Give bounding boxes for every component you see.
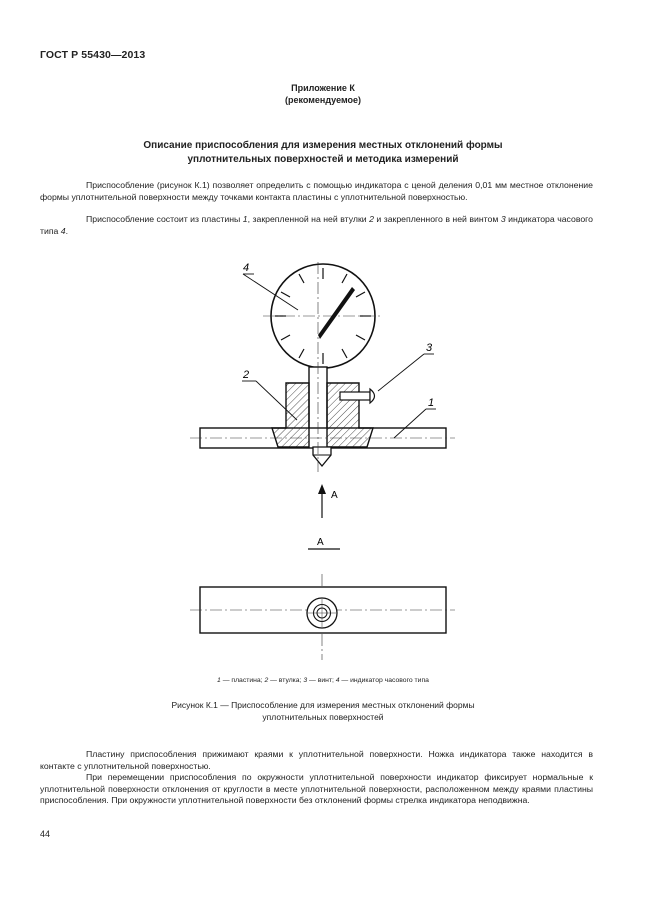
screw-shank <box>340 392 370 400</box>
callout-2: 2 <box>243 369 250 381</box>
legend-n3: 3 <box>303 677 308 684</box>
intro-p2-text-b: , закрепленной на ней втулки <box>247 214 370 224</box>
intro-p2-text-d: индикатора часового типа <box>40 214 593 236</box>
intro-p2-ref-4: 4 <box>60 225 66 236</box>
standard-header: ГОСТ Р 55430—2013 <box>40 49 146 61</box>
intro-p2-ref-3: 3 <box>500 214 506 224</box>
section-title-line2: уплотнительных поверхностей и методика измерений <box>187 154 459 165</box>
figure-caption-line1: Рисунок К.1 — Приспособление для измерения местных отклонений формы <box>171 700 475 710</box>
intro-p2-text-c: и закрепленного в ней винтом <box>373 214 501 224</box>
method-paragraph-1-text: Пластину приспособления прижимают краями к уплотнительной поверхности. Ножка индикатора также находится в контакте с уплотнительной поверхностью. <box>40 749 593 771</box>
callout-4: 4 <box>243 262 250 274</box>
method-paragraph-2-text: При перемещении приспособления по окружности уплотнительной поверхности индикатор фиксирует нормальные к уплотнительной поверхности отклонения от круглости в месте уплотнительной поверхности, расположенном между краями пластины приспособления. При окружности уплотнительной поверхности без отклонений формы стрелка индикатора неподвижна. <box>40 772 593 805</box>
intro-paragraph-1-text: Приспособление (рисунок К.1) позволяет определить с помощью индикатора с ценой деления 0,01 мм местное отклонение формы уплотнительной поверхности между точками контакта пластины с уплотнительной поверхностью. <box>40 180 593 202</box>
callout-1: 1 <box>428 397 435 409</box>
dial-indicator <box>263 264 380 368</box>
view-label: А <box>317 537 324 548</box>
method-paragraph-1 <box>40 749 593 772</box>
intro-p2-text-e: . <box>65 225 69 236</box>
annex-status: (рекомендуемое) <box>285 95 361 105</box>
legend-t1: — пластина; <box>220 677 265 684</box>
legend-t4: — индикатор часового типа <box>339 677 429 684</box>
legend-t3: — винт; <box>307 677 336 684</box>
legend-n4: 4 <box>335 677 340 684</box>
page-number: 44 <box>40 829 51 839</box>
figure-caption-line2: уплотнительных поверхностей <box>262 712 384 722</box>
method-paragraph-2 <box>40 772 593 807</box>
intro-p2-ref-1: 1 <box>242 214 248 224</box>
view-arrow-label: А <box>331 490 338 501</box>
legend-n1: 1 <box>217 677 221 684</box>
intro-paragraph-1 <box>40 180 593 203</box>
legend-n2: 2 <box>264 677 269 684</box>
screw-head <box>370 389 375 403</box>
intro-paragraph-2 <box>40 214 593 237</box>
intro-p2-text-a: Приспособление состоит из пластины <box>86 214 243 224</box>
callout-3: 3 <box>426 342 433 354</box>
annex-title: Приложение К <box>291 83 355 93</box>
sleeve-left <box>272 383 309 447</box>
indicator-tip <box>313 447 331 466</box>
intro-p2-ref-2: 2 <box>369 214 374 224</box>
figure-legend <box>0 677 646 684</box>
figure-k1-drawing <box>0 250 646 670</box>
section-title-line1: Описание приспособления для измерения местных отклонений формы <box>143 140 503 151</box>
legend-t2: — втулка; <box>268 677 304 684</box>
